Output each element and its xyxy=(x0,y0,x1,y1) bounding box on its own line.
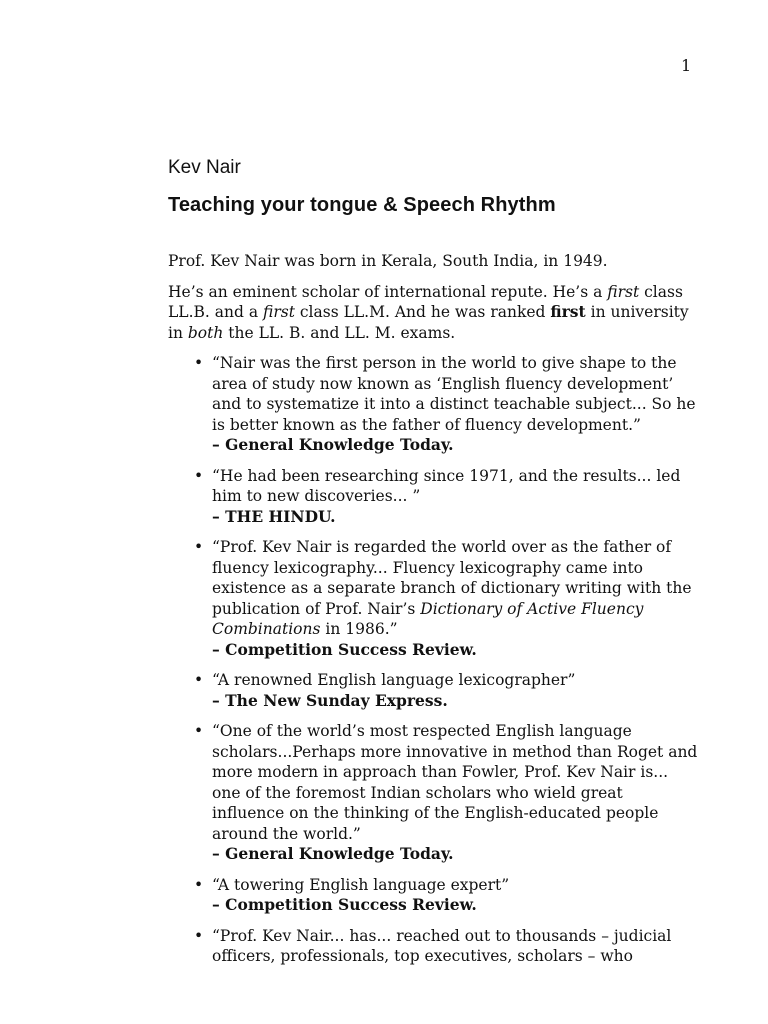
quote-source: – General Knowledge Today. xyxy=(212,435,454,454)
quote-item xyxy=(168,670,698,711)
page-number: 1 xyxy=(681,56,692,75)
book-title: Dictionary of Active Fluency Combinations xyxy=(212,599,644,638)
quote-source: – THE HINDU. xyxy=(212,506,336,526)
quote-source: – General Knowledge Today. xyxy=(212,844,454,863)
bio-strong: first xyxy=(550,302,586,321)
quote-list xyxy=(168,353,698,967)
birth-paragraph: Prof. Kev Nair was born in Kerala, South India, in 1949. xyxy=(168,252,608,270)
bio-text: class LL.B. and a xyxy=(168,282,683,321)
bio-emphasis: first xyxy=(263,303,295,321)
quote-item xyxy=(168,537,698,660)
bio-text: in university in xyxy=(168,303,689,342)
quote-text: “A renowned English language lexicographer” xyxy=(212,671,576,689)
quote-text: “One of the world’s most respected English language scholars...Perhaps more innovative in method than Roget and more modern in approach than Fowler, Prof. Kev Nair is... one of the foremost Indian scholars who wield great influence on the thinking of the English-educated people around the world.” xyxy=(212,722,698,843)
bio-text: the LL. B. and LL. M. exams. xyxy=(223,323,456,342)
body-text xyxy=(168,251,698,977)
quote-item xyxy=(168,721,698,865)
bio-text: He’s an eminent scholar of international repute. He’s a xyxy=(168,282,608,301)
bio-emphasis: both xyxy=(187,323,224,342)
quote-text: “A towering English language expert” xyxy=(212,875,510,894)
quote-text: in 1986.” xyxy=(320,620,398,638)
bio-text: class LL.M. And he was ranked xyxy=(294,303,551,321)
quote-item xyxy=(168,353,698,456)
quote-item xyxy=(168,466,698,528)
quote-item xyxy=(168,926,698,967)
quote-source: – Competition Success Review. xyxy=(212,639,477,659)
bio-emphasis: first xyxy=(607,282,640,301)
quote-text: “Nair was the first person in the world to give shape to the area of study now known as ‘English fluency development’ and to systematize it into a distinct teachable subject... So he is better known as the father of fluency development.” xyxy=(212,354,696,434)
quote-text: “He had been researching since 1971, and the results... led him to new discoveries... ” xyxy=(212,466,681,505)
quote-item xyxy=(168,875,698,916)
document-title: Teaching your tongue & Speech Rhythm xyxy=(168,194,556,216)
author-name: Kev Nair xyxy=(168,157,241,178)
quote-text: “Prof. Kev Nair is regarded the world over as the father of fluency lexicography... Fluency lexicography came into existence as a separate branch of dictionary writing with the publication of Prof. Nair’s xyxy=(212,538,692,618)
bio-paragraph xyxy=(168,282,698,344)
quote-text: “Prof. Kev Nair... has... reached out to thousands – judicial officers, professionals, top executives, scholars – who xyxy=(212,926,672,965)
quote-source: – Competition Success Review. xyxy=(212,895,477,914)
quote-source: – The New Sunday Express. xyxy=(212,690,448,710)
